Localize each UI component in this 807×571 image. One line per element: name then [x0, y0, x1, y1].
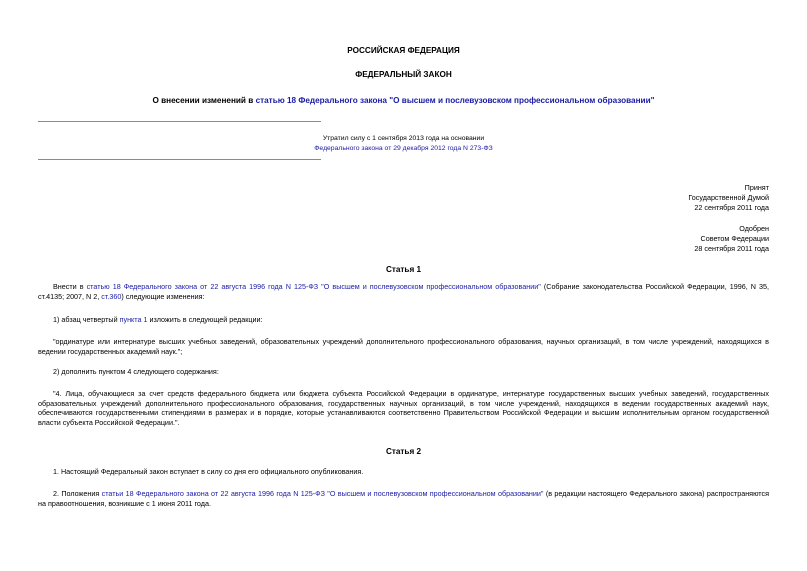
approved-block — [694, 224, 769, 254]
title-prefix: О внесении изменений в — [152, 96, 256, 105]
adopted-label: Принят — [744, 183, 769, 192]
document-title — [0, 96, 807, 107]
adopted-block — [688, 183, 769, 213]
a2p1-text: 1. Настоящий Федеральный закон вступает в силу со дня его официального опубликования. — [53, 467, 364, 476]
article-1-paragraph-1 — [38, 282, 769, 301]
approved-date: 28 сентября 2011 года — [694, 243, 769, 253]
article-1-paragraph-2 — [38, 315, 769, 325]
law-125-fz-link-2[interactable]: статьи 18 Федерального закона от 22 августа 1996 года N 125-ФЗ "О высшем и послевузовском профессиональном образовании" — [101, 489, 544, 498]
approved-label: Одобрен — [739, 224, 769, 233]
status-note-line1: Утратил силу с 1 сентября 2013 года на основании — [322, 135, 485, 142]
a1p5-text: "4. Лица, обучающиеся за счет средств федерального бюджета или бюджета субъекта Российской Федерации в ординатуре, интернатуре государственных высших учебных заведений, государственных образовательных учреждений дополнительного профессионального образования, государственных научных организаций, в том числе учреждений, находящихся в ведении государственных академий наук, обеспечиваются государственными стипендиями в размерах и в порядке, которые устанавливаются соответственно Правительством Российской Федерации и высшим исполнительным органом государственной власти субъекта Российской Федерации.". — [38, 389, 769, 427]
a1p1-post: ) следующие изменения: — [121, 291, 205, 301]
article-1-paragraph-5 — [38, 389, 769, 427]
article-360-link[interactable]: ст.360 — [101, 291, 122, 301]
a1p2-post: изложить в следующей редакции: — [147, 315, 263, 324]
a1p3-text: "ординатуре или интернатуре высших учебных заведений, образовательных учреждений дополнительного профессионального образования, научных организаций, в том числе учреждений, находящихся в ведении государственных академий наук."; — [38, 337, 769, 356]
article-2-paragraph-1 — [38, 467, 769, 477]
approved-body: Советом Федерации — [700, 233, 769, 243]
adopted-body: Государственной Думой — [688, 192, 769, 202]
title-law-link[interactable]: статью 18 Федерального закона "О высшем и послевузовском профессиональном образовании" — [255, 96, 655, 105]
country-heading: РОССИЙСКАЯ ФЕДЕРАЦИЯ — [347, 46, 460, 55]
article-1-paragraph-3 — [38, 337, 769, 356]
article-1-heading: Статья 1 — [385, 265, 422, 274]
a1p1-pre: Внести в — [53, 282, 87, 291]
article-2-heading: Статья 2 — [385, 447, 422, 456]
a1p2-pre: 1) абзац четвертый — [53, 315, 120, 324]
a2p2-pre: 2. Положения — [53, 489, 102, 498]
a1p1-mid: (Собрание законодательства Российской Федерации, 1996, N 35, ст.4135; 2007, N 2, — [38, 282, 769, 301]
law-125-fz-link[interactable]: статью 18 Федерального закона от 22 августа 1996 года N 125-ФЗ "О высшем и послевузовском профессиональном образовании" — [86, 282, 541, 291]
status-note — [0, 134, 807, 154]
clause-1-link[interactable]: пункта 1 — [119, 315, 148, 324]
divider-top — [38, 121, 321, 122]
adopted-date: 22 сентября 2011 года — [694, 202, 769, 212]
document-type-heading: ФЕДЕРАЛЬНЫЙ ЗАКОН — [355, 70, 452, 79]
article-1-paragraph-4 — [38, 367, 769, 377]
a1p4-text: 2) дополнить пунктом 4 следующего содержания: — [53, 367, 219, 376]
a2p2-post: (в редакции настоящего Федерального закона) распространяются на правоотношения, возникшие с 1 июня 2011 года. — [38, 489, 770, 508]
repeal-law-link[interactable]: Федерального закона от 29 декабря 2012 года N 273-ФЗ — [314, 144, 493, 152]
article-2-paragraph-2 — [38, 489, 769, 508]
divider-bottom — [38, 159, 321, 160]
